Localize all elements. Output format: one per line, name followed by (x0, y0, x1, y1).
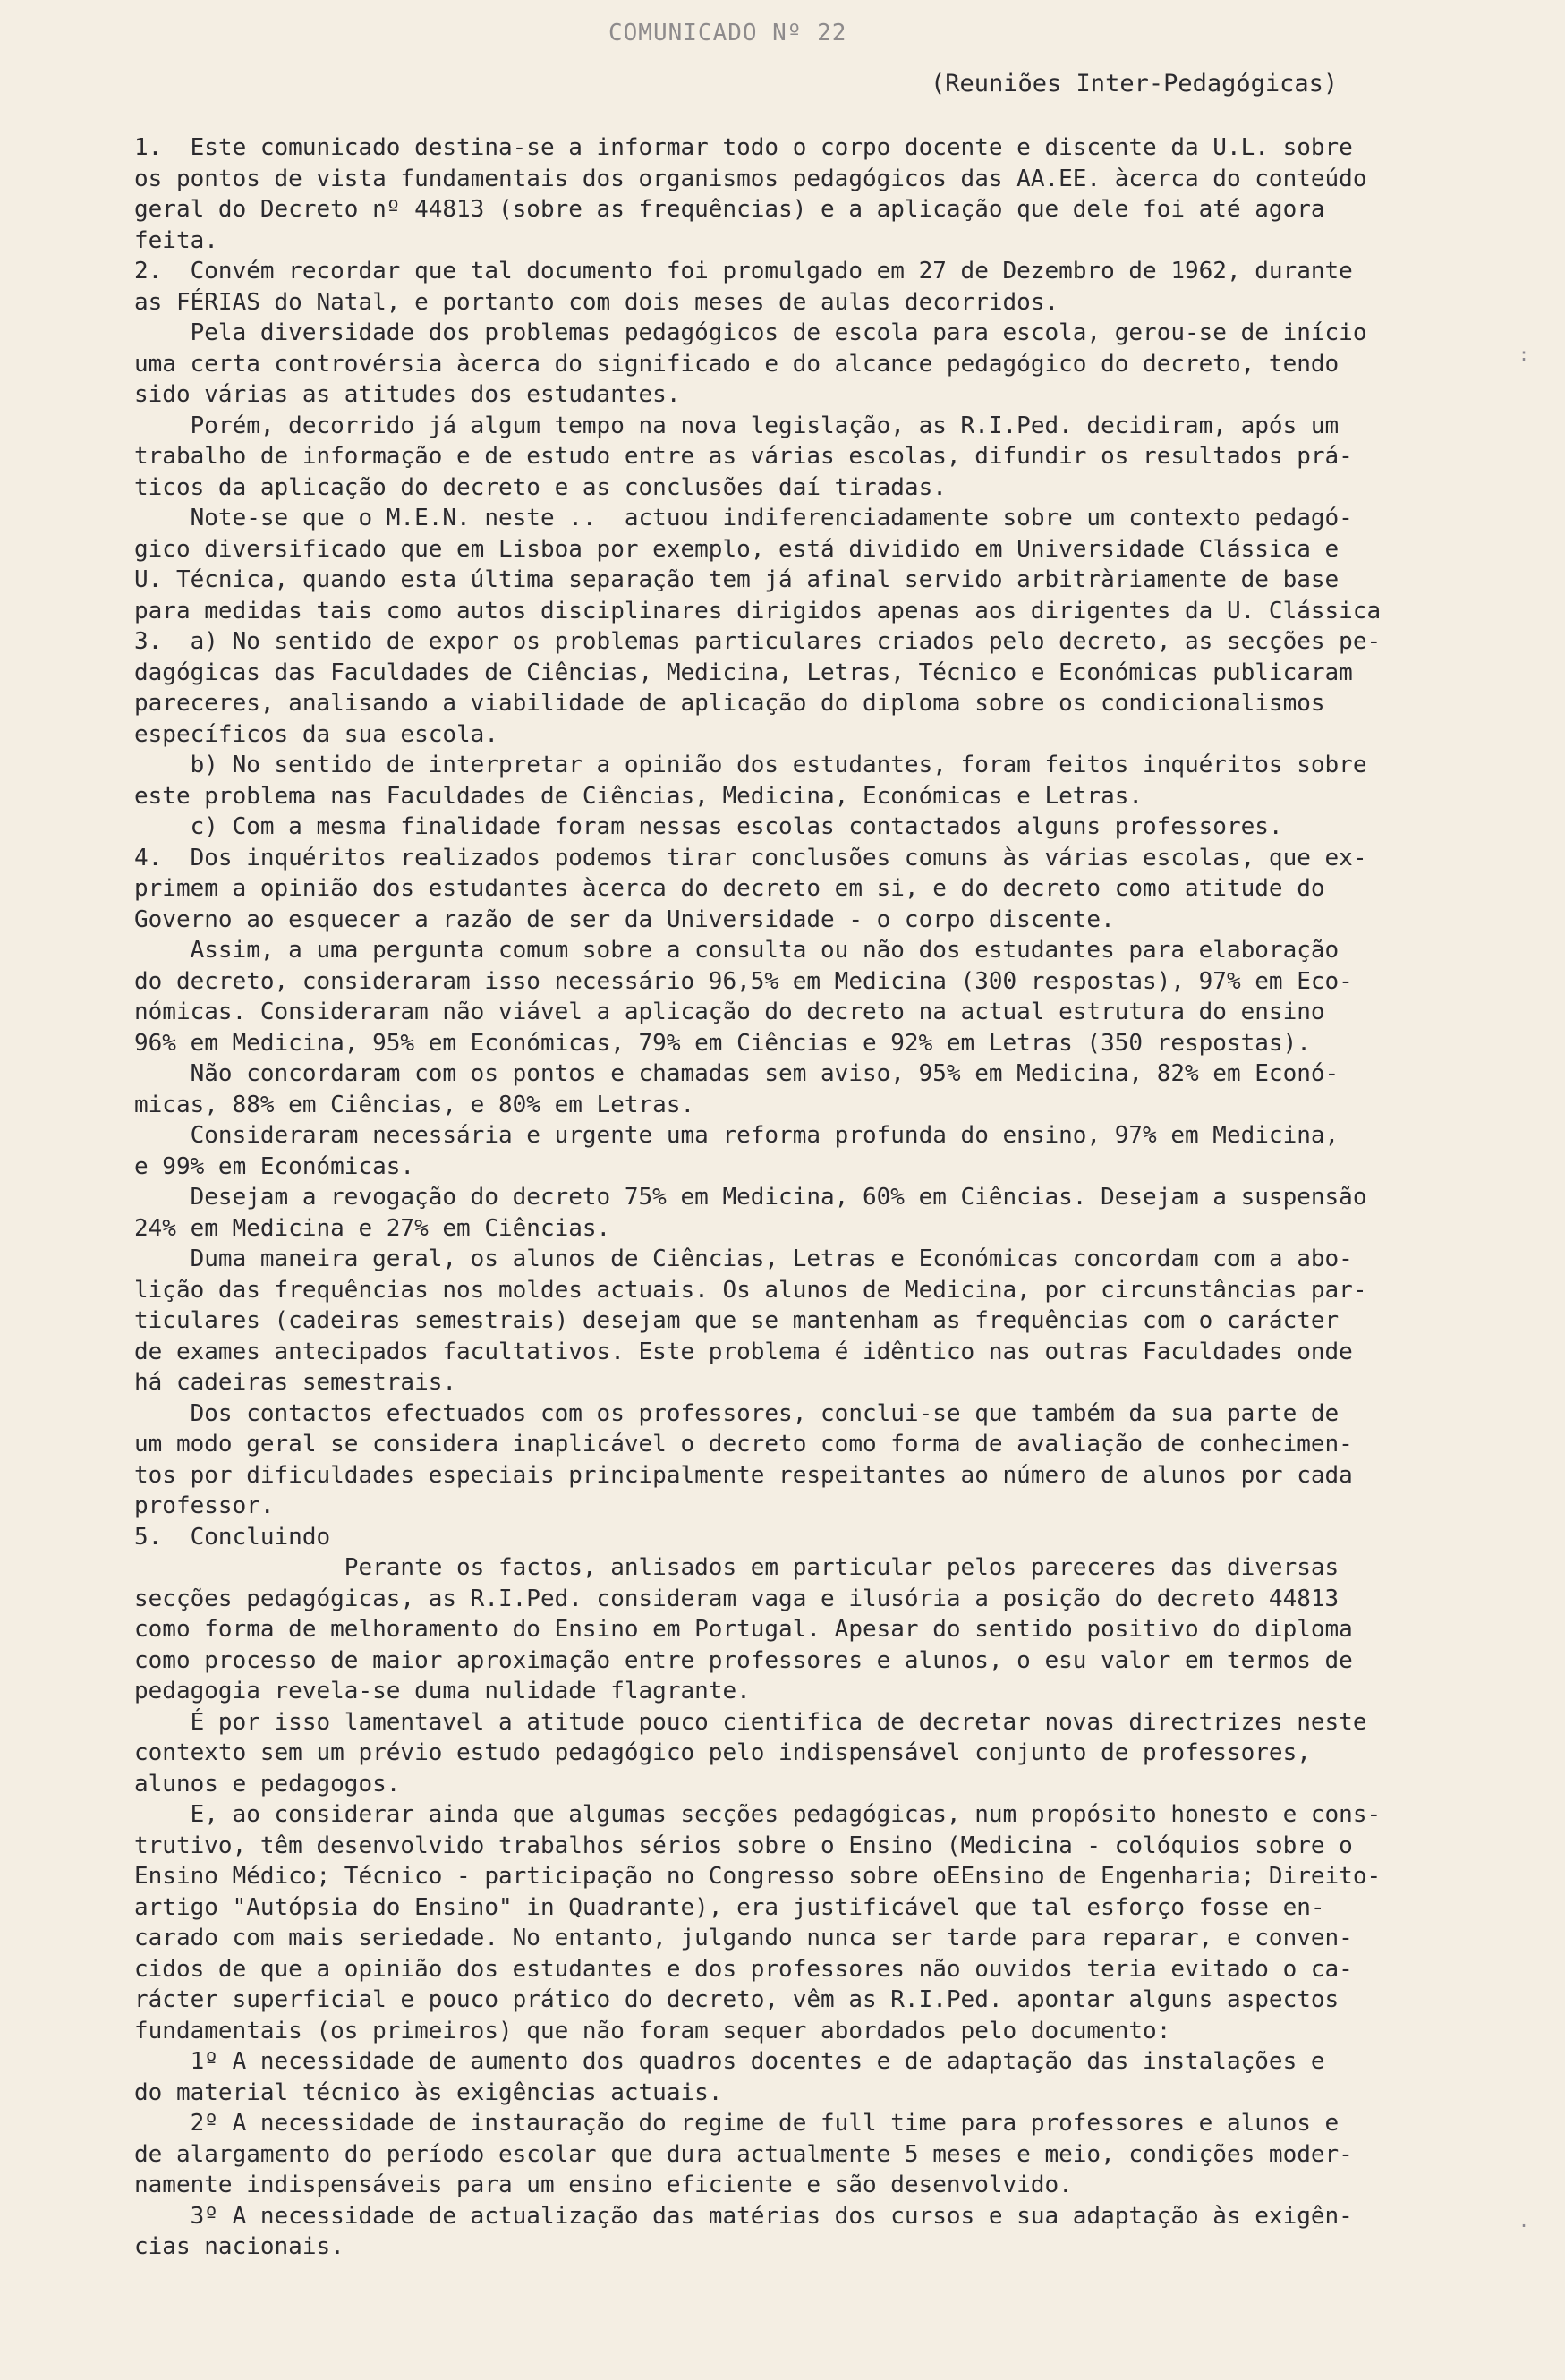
text-line: É por isso lamentavel a atitude pouco cientifica de decretar novas directrizes neste (134, 1708, 1367, 1736)
text-line: 4. Dos inquéritos realizados podemos tirar conclusões comuns às várias escolas, que ex- (134, 844, 1367, 871)
text-line: Dos contactos efectuados com os professores, conclui-se que também da sua parte de (134, 1399, 1340, 1427)
text-line: cias nacionais. (134, 2233, 344, 2260)
text-line: b) No sentido de interpretar a opinião dos estudantes, foram feitos inquéritos sobre (134, 752, 1367, 778)
text-line: tos por dificuldades especiais principalmente respeitantes ao número de alunos por cada (134, 1461, 1353, 1489)
text-line: ticos da aplicação do decreto e as conclusões daí tiradas. (134, 473, 947, 501)
text-line: de exames antecipados facultativos. Este problema é idêntico nas outras Faculdades onde (134, 1338, 1353, 1365)
text-line: uma certa controvérsia àcerca do significado e do alcance pedagógico do decreto, tendo (134, 350, 1340, 378)
text-line: este problema nas Faculdades de Ciências, Medicina, Económicas e Letras. (134, 782, 1144, 810)
communique-number: COMUNICADO Nº 22 (608, 20, 847, 47)
text-line: específicos da sua escola. (134, 720, 498, 748)
text-line: cidos de que a opinião dos estudantes e dos professores não ouvidos teria evitado o ca- (134, 1955, 1353, 1983)
text-line: como processo de maior aproximação entre professores e alunos, o esu valor em termos de (134, 1646, 1353, 1674)
text-line: de alargamento do período escolar que dura actualmente 5 meses e meio, condições moder- (134, 2140, 1353, 2168)
text-line: Assim, a uma pergunta comum sobre a consulta ou não dos estudantes para elaboração (134, 937, 1340, 964)
text-line: as FÉRIAS do Natal, e portanto com dois meses de aulas decorridos. (134, 288, 1059, 316)
text-line: 5. Concluindo (134, 1523, 331, 1551)
text-line: Note-se que o M.E.N. neste .. actuou indiferenciadamente sobre um contexto pedagó- (134, 505, 1353, 531)
text-line: 24% em Medicina e 27% em Ciências. (134, 1214, 611, 1242)
text-line: 1º A necessidade de aumento dos quadros docentes e de adaptação das instalações e (134, 2048, 1325, 2075)
text-line: professor. (134, 1492, 275, 1519)
text-line: Governo ao esquecer a razão de ser da Universidade - o corpo discente. (134, 905, 1115, 933)
text-line: E, ao considerar ainda que algumas secções pedagógicas, num propósito honesto e cons- (134, 1801, 1382, 1828)
text-line: Desejam a revogação do decreto 75% em Medicina, 60% em Ciências. Desejam a suspensão (134, 1184, 1367, 1211)
text-line: carado com mais seriedade. No entanto, julgando nunca ser tarde para reparar, e conven- (134, 1925, 1353, 1951)
text-line: Não concordaram com os pontos e chamadas sem aviso, 95% em Medicina, 82% em Econó- (134, 1060, 1340, 1087)
text-line: como forma de melhoramento do Ensino em Portugal. Apesar do sentido positivo do diploma (134, 1616, 1353, 1643)
text-line: 2º A necessidade de instauração do regime de full time para professores e alunos e (134, 2110, 1340, 2137)
text-line: c) Com a mesma finalidade foram nessas escolas contactados alguns professores. (134, 813, 1283, 840)
text-line: sido várias as atitudes dos estudantes. (134, 381, 681, 408)
text-line: trabalho de informação e de estudo entre as várias escolas, difundir os resultados prá- (134, 443, 1353, 470)
text-line: alunos e pedagogos. (134, 1770, 401, 1798)
text-line: gico diversificado que em Lisboa por exemplo, está dividido em Universidade Clássica e (134, 535, 1340, 563)
text-line: Duma maneira geral, os alunos de Ciências, Letras e Económicas concordam com a abo- (134, 1245, 1353, 1272)
text-line: pareceres, analisando a viabilidade de aplicação do diploma sobre os condicionalismos (134, 690, 1325, 717)
text-line: secções pedagógicas, as R.I.Ped. consideram vaga e ilusória a posição do decreto 44813 (134, 1585, 1340, 1612)
text-line: do material técnico às exigências actuais. (134, 2078, 723, 2106)
text-line: U. Técnica, quando esta última separação tem já afinal servido arbitràriamente de base (134, 566, 1340, 593)
text-line: trutivo, têm desenvolvido trabalhos sérios sobre o Ensino (Medicina - colóquios sobre o (134, 1832, 1353, 1859)
text-line: os pontos de vista fundamentais dos organismos pedagógicos das AA.EE. àcerca do conteúdo (134, 165, 1367, 192)
text-line: feita. (134, 226, 218, 254)
text-line: 1. Este comunicado destina-se a informar todo o corpo docente e discente da U.L. sobre (134, 134, 1353, 161)
text-line: artigo "Autópsia do Ensino" in Quadrante), era justificável que tal esforço fosse en- (134, 1893, 1325, 1921)
text-line: 2. Convém recordar que tal documento foi promulgado em 27 de Dezembro de 1962, durante (134, 258, 1353, 285)
text-line: pedagogia revela-se duma nulidade flagrante. (134, 1678, 751, 1704)
text-line: Porém, decorrido já algum tempo na nova legislação, as R.I.Ped. decidiram, após um (134, 412, 1340, 439)
margin-mark: : (1518, 344, 1529, 365)
text-line: micas, 88% em Ciências, e 80% em Letras. (134, 1091, 695, 1118)
text-line: 96% em Medicina, 95% em Económicas, 79% em Ciências e 92% em Letras (350 respostas). (134, 1029, 1311, 1057)
text-line: namente indispensáveis para um ensino eficiente e são desenvolvido. (134, 2172, 1073, 2198)
text-line: 3. a) No sentido de expor os problemas particulares criados pelo decreto, as secções pe- (134, 628, 1382, 655)
text-line: para medidas tais como autos disciplinares dirigidos apenas aos dirigentes da U. Clássica (134, 597, 1382, 625)
text-line: Pela diversidade dos problemas pedagógicos de escola para escola, gerou-se de início (134, 319, 1367, 346)
text-line: ticulares (cadeiras semestrais) desejam que se mantenham as frequências com o carácter (134, 1307, 1340, 1334)
text-line: dagógicas das Faculdades de Ciências, Medicina, Letras, Técnico e Económicas publicaram (134, 659, 1353, 686)
text-line: lição das frequências nos moldes actuais. Os alunos de Medicina, por circunstâncias par- (134, 1276, 1367, 1304)
text-line: rácter superficial e pouco prático do decreto, vêm as R.I.Ped. apontar alguns aspectos (134, 1986, 1340, 2013)
text-line: primem a opinião dos estudantes àcerca do decreto em si, e do decreto como atitude do (134, 875, 1325, 902)
text-line: Consideraram necessária e urgente uma reforma profunda do ensino, 97% em Medicina, (134, 1122, 1340, 1149)
text-line: há cadeiras semestrais. (134, 1369, 457, 1396)
margin-mark: . (1518, 2210, 1529, 2231)
text-line: nómicas. Consideraram não viável a aplicação do decreto na actual estrutura do ensino (134, 999, 1325, 1025)
text-line: Perante os factos, anlisados em particular pelos pareceres das diversas (134, 1554, 1340, 1581)
text-line: um modo geral se considera inaplicável o decreto como forma de avaliação de conhecimen- (134, 1431, 1353, 1458)
text-line: contexto sem um prévio estudo pedagógico pelo indispensável conjunto de professores, (134, 1739, 1311, 1766)
text-line: fundamentais (os primeiros) que não foram sequer abordados pelo documento: (134, 2017, 1171, 2044)
document-subtitle: (Reuniões Inter-Pedagógicas) (931, 70, 1339, 98)
text-line: e 99% em Económicas. (134, 1152, 415, 1180)
text-line: do decreto, consideraram isso necessário 96,5% em Medicina (300 respostas), 97% em Eco- (134, 967, 1353, 995)
document-body (134, 132, 1459, 2263)
text-line: 3º A necessidade de actualização das matérias dos cursos e sua adaptação às exigên- (134, 2202, 1353, 2230)
text-line: Ensino Médico; Técnico - participação no Congresso sobre oEEnsino de Engenharia; Direito- (134, 1863, 1382, 1890)
text-line: geral do Decreto nº 44813 (sobre as frequências) e a aplicação que dele foi até agora (134, 196, 1325, 223)
